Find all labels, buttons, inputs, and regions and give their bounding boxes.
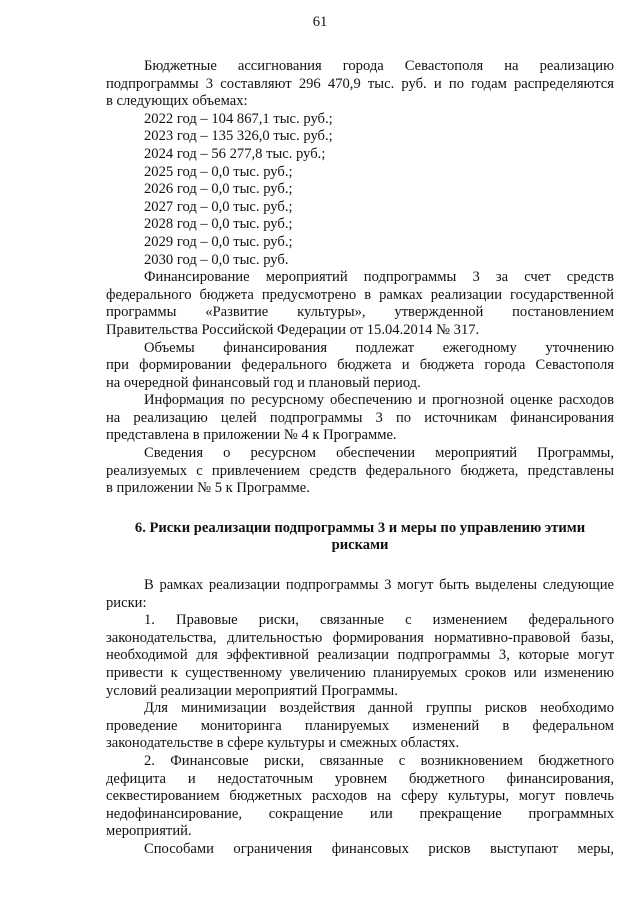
year-item: 2028 год – 0,0 тыс. руб.; xyxy=(144,216,293,233)
year-item: 2024 год – 56 277,8 тыс. руб.; xyxy=(144,145,326,162)
text-line: В рамках реализации подпрограммы 3 могут быть выделены следующие xyxy=(144,577,614,594)
text-line: Способами ограничения финансовых рисков выступают меры, xyxy=(144,840,614,857)
text-line: мероприятий. xyxy=(106,823,192,840)
year-item: 2026 год – 0,0 тыс. руб.; xyxy=(144,181,293,198)
year-item: 2029 год – 0,0 тыс. руб.; xyxy=(144,233,293,250)
year-item: 2025 год – 0,0 тыс. руб.; xyxy=(144,163,293,180)
text-line: подпрограммы 3 составляют 296 470,9 тыс. руб. и по годам распределяются xyxy=(106,75,614,92)
year-item: 2023 год – 135 326,0 тыс. руб.; xyxy=(144,128,333,145)
text-line: Бюджетные ассигнования города Севастополя на реализацию xyxy=(144,58,614,74)
year-item: 2030 год – 0,0 тыс. руб. xyxy=(144,251,289,268)
text-line: 2. Финансовые риски, связанные с возникновением бюджетного xyxy=(144,752,614,769)
text-line: законодательства, длительностью формирования нормативно-правовой базы, xyxy=(106,629,614,646)
risks-intro-paragraph xyxy=(106,577,614,612)
year-item: 2027 год – 0,0 тыс. руб.; xyxy=(144,198,293,215)
text-line: в следующих объемах: xyxy=(106,93,248,110)
text-line: в приложении № 5 к Программе. xyxy=(106,480,310,497)
text-line: при формировании федерального бюджета и бюджета города Севастополя xyxy=(106,357,614,374)
federal-funding-paragraph xyxy=(106,269,614,339)
section-title xyxy=(106,520,614,555)
text-line: проведение мониторинга планируемых изменений в федеральном xyxy=(106,717,614,734)
methods-paragraph xyxy=(106,841,614,859)
text-line: необходимой для эффективной реализации подпрограммы 3, которые могут xyxy=(106,647,614,664)
text-line: привести к существенному увеличению планируемых сроков или изменению xyxy=(106,665,614,681)
text-line: риски: xyxy=(106,594,147,611)
text-line: Для минимизации воздействия данной группы рисков необходимо xyxy=(144,700,614,717)
text-line: на реализацию целей подпрограммы 3 по источникам финансирования xyxy=(106,409,614,426)
text-line: секвестированием бюджетных расходов на сферу культуры, могут повлечь xyxy=(106,788,614,805)
financial-risks-paragraph xyxy=(106,753,614,841)
legal-risks-paragraph xyxy=(106,612,614,700)
text-line: недофинансирование, сокращение или прекращение программных xyxy=(106,805,614,822)
text-line: Сведения о ресурсном обеспечении мероприятий Программы, xyxy=(144,445,614,462)
text-line: Финансирование мероприятий подпрограммы 3 за счет средств xyxy=(144,269,614,286)
text-line: Информация по ресурсному обеспечению и прогнозной оценке расходов xyxy=(144,392,614,409)
page-number: 61 xyxy=(312,14,328,30)
section-title-line: 6. Риски реализации подпрограммы 3 и меры по управлению этими xyxy=(134,519,586,536)
text-line: 1. Правовые риски, связанные с изменением федерального xyxy=(144,612,614,629)
text-line: законодательстве в сфере культуры и смежных областях. xyxy=(106,735,460,752)
text-line: реализуемых с привлечением средств федерального бюджета, представлены xyxy=(106,462,614,479)
volumes-paragraph xyxy=(106,340,614,393)
info-paragraph xyxy=(106,392,614,445)
text-line: федерального бюджета предусмотрено в рамках реализации государственной xyxy=(106,286,614,303)
text-line: программы «Развитие культуры», утвержденной постановлением xyxy=(106,304,614,321)
years-list xyxy=(106,111,614,269)
section-title-line: рисками xyxy=(331,537,389,554)
text-line: условий реализации мероприятий Программы. xyxy=(106,682,398,699)
text-line: на очередной финансовый год и плановый период. xyxy=(106,374,421,391)
year-item: 2022 год – 104 867,1 тыс. руб.; xyxy=(144,110,333,127)
data-paragraph xyxy=(106,445,614,498)
text-line: дефицита и недостаточным уровнем бюджетного финансирования, xyxy=(106,770,614,787)
text-line: Правительства Российской Федерации от 15.04.2014 № 317. xyxy=(106,321,480,338)
intro-paragraph xyxy=(106,58,614,111)
minimize-paragraph xyxy=(106,700,614,753)
text-line: представлена в приложении № 4 к Программе. xyxy=(106,427,397,444)
text-line: Объемы финансирования подлежат ежегодному уточнению xyxy=(144,339,614,356)
document-body xyxy=(106,58,614,859)
